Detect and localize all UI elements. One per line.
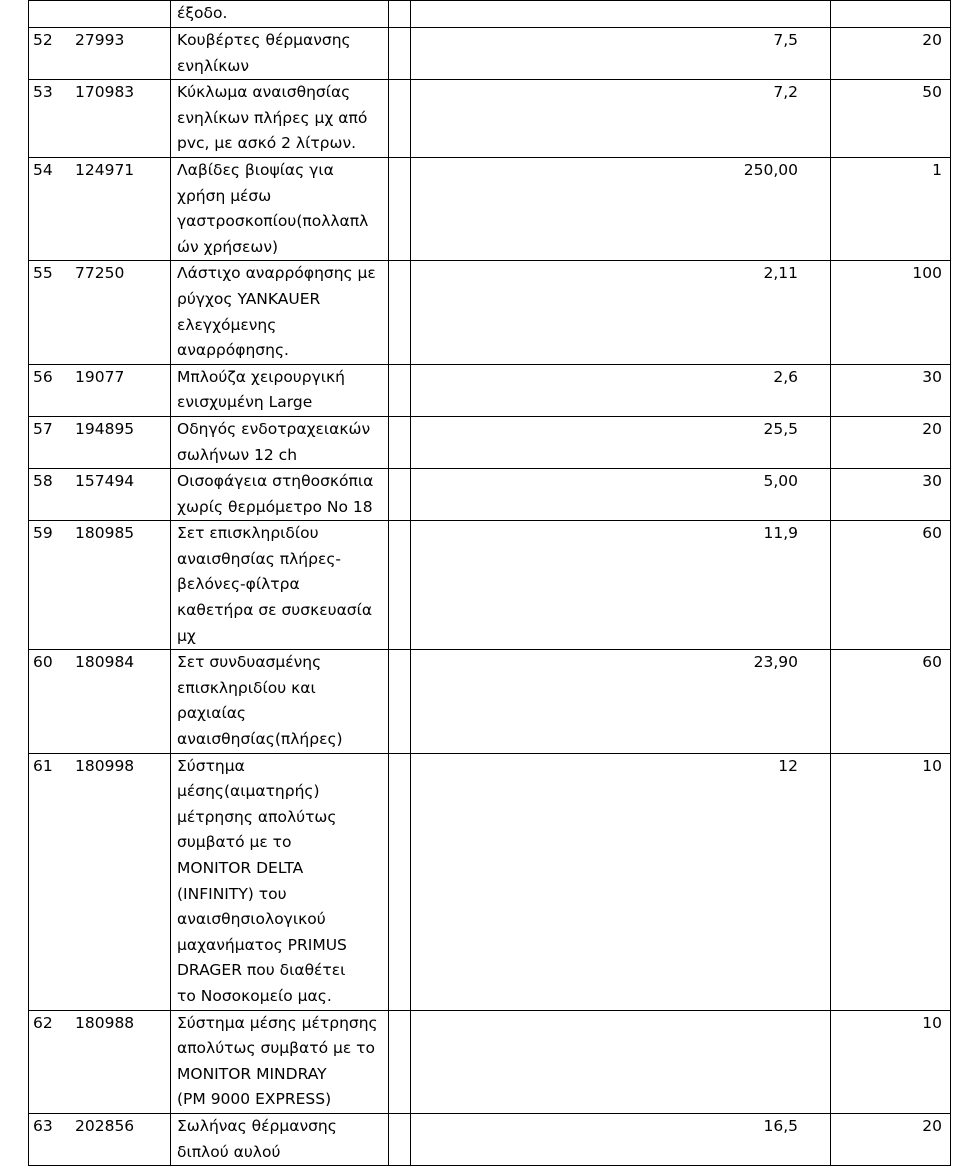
description-line: Κουβέρτες θέρμανσης [177, 31, 351, 49]
price-cell: 25,5 [411, 416, 831, 468]
description-line: ενηλίκων [177, 56, 250, 75]
description-line: ραχιαίας [177, 704, 247, 723]
item-code: 180998 [75, 756, 135, 775]
price-cell: 7,2 [411, 80, 831, 158]
description-line: ελεγχόμενης [177, 315, 277, 334]
quantity-cell: 60 [831, 521, 951, 650]
description-cell [171, 521, 389, 650]
price-cell: 2,6 [411, 364, 831, 416]
description-cell [171, 1113, 389, 1165]
row-number: 54 [33, 160, 53, 179]
table-row [29, 1, 951, 28]
description-line: απολύτως συμβατό με το [177, 1039, 375, 1058]
row-number: 55 [33, 264, 53, 283]
description-line: Οισοφάγεια στηθοσκόπια [177, 472, 374, 491]
row-id [29, 1114, 170, 1140]
quantity-cell: 10 [831, 753, 951, 1010]
item-code: 180984 [75, 653, 135, 672]
description-cell [171, 416, 389, 468]
empty-cell [389, 364, 411, 416]
item-code: 157494 [75, 472, 135, 491]
empty-cell [389, 416, 411, 468]
row-id [29, 417, 170, 443]
item-code: 202856 [75, 1116, 135, 1135]
price-cell [411, 1010, 831, 1113]
row-id [29, 158, 170, 184]
price-cell: 2,11 [411, 261, 831, 364]
id-cell [29, 650, 171, 753]
description-line: Μπλούζα χειρουργική [177, 367, 345, 386]
quantity-cell: 20 [831, 416, 951, 468]
description-cell [171, 753, 389, 1010]
description-line: αναισθησίας(πλήρες) [177, 730, 343, 749]
id-cell [29, 364, 171, 416]
row-number: 58 [33, 472, 53, 491]
quantity-cell: 30 [831, 364, 951, 416]
row-id [29, 80, 170, 106]
table-row [29, 28, 951, 80]
quantity-cell: 60 [831, 650, 951, 753]
id-cell [29, 1010, 171, 1113]
row-number: 61 [33, 756, 53, 775]
row-number: 63 [33, 1116, 53, 1135]
description-line: βελόνες-φίλτρα [177, 575, 300, 594]
description-cell [171, 1, 389, 28]
empty-cell [389, 650, 411, 753]
row-number: 52 [33, 31, 53, 49]
row-id [29, 28, 170, 54]
table-row [29, 1113, 951, 1165]
quantity-cell: 30 [831, 469, 951, 521]
description-line: χρήση μέσω [177, 186, 272, 205]
quantity-cell: 10 [831, 1010, 951, 1113]
description-line: Σύστημα [177, 756, 245, 775]
row-id [29, 754, 170, 780]
description-line: Οδηγός ενδοτραχειακών [177, 419, 371, 438]
row-number: 53 [33, 83, 53, 102]
description-cell [171, 80, 389, 158]
table-row [29, 521, 951, 650]
table-row [29, 80, 951, 158]
id-cell [29, 1, 171, 28]
price-cell: 5,00 [411, 469, 831, 521]
description-cell [171, 28, 389, 80]
price-cell: 250,00 [411, 157, 831, 260]
description-line: Σύστημα μέσης μέτρησης [177, 1013, 378, 1032]
description-line: το Νοσοκομείο μας. [177, 986, 332, 1005]
table-row [29, 261, 951, 364]
table-row [29, 753, 951, 1010]
id-cell [29, 80, 171, 158]
row-number: 62 [33, 1013, 53, 1032]
id-cell [29, 1113, 171, 1165]
description-line: σωλήνων 12 ch [177, 445, 298, 464]
description-line: MONITOR DELTA [177, 859, 304, 877]
continued-text: έξοδο. [177, 4, 228, 22]
empty-cell [389, 80, 411, 158]
item-code: 19077 [75, 367, 125, 386]
quantity-cell [831, 1, 951, 28]
description-line: επισκληριδίου και [177, 678, 316, 697]
description-line: μαχανήματος PRIMUS [177, 935, 347, 954]
row-id [29, 261, 170, 287]
table-row [29, 416, 951, 468]
description-cell [171, 364, 389, 416]
price-cell: 12 [411, 753, 831, 1010]
row-id [29, 1011, 170, 1037]
description-line: ενισχυμένη Large [177, 393, 313, 412]
id-cell [29, 469, 171, 521]
description-line: αναισθησίας πλήρες- [177, 549, 342, 568]
description-line: MONITOR MINDRAY [177, 1064, 327, 1083]
description-line: Σωλήνας θέρμανσης [177, 1116, 337, 1135]
table-row [29, 1010, 951, 1113]
description-line: καθετήρα σε συσκευασία [177, 601, 373, 620]
quantity-cell: 20 [831, 1113, 951, 1165]
id-cell [29, 28, 171, 80]
description-line: αναισθησιολογικού [177, 910, 326, 929]
items-table [28, 0, 951, 1166]
quantity-cell: 50 [831, 80, 951, 158]
id-cell [29, 261, 171, 364]
description-line: διπλού αυλού [177, 1142, 281, 1161]
empty-cell [389, 753, 411, 1010]
item-code: 77250 [75, 264, 125, 283]
description-cell [171, 1010, 389, 1113]
row-id [29, 521, 170, 547]
quantity-cell: 100 [831, 261, 951, 364]
description-line: χωρίς θερμόμετρο No 18 [177, 497, 373, 516]
description-line: αναρρόφησης. [177, 341, 289, 360]
empty-cell [389, 1, 411, 28]
row-id [29, 365, 170, 391]
price-cell: 16,5 [411, 1113, 831, 1165]
empty-cell [389, 28, 411, 80]
description-line: Σετ επισκληριδίου [177, 524, 319, 543]
description-line: μέσης(αιματηρής) [177, 782, 320, 801]
description-line: συμβατό με το [177, 833, 292, 852]
description-line: Σετ συνδυασμένης [177, 653, 322, 672]
item-code: 124971 [75, 160, 135, 179]
description-cell [171, 157, 389, 260]
description-line: pvc, με ασκό 2 λίτρων. [177, 134, 357, 153]
description-line: (PM 9000 EXPRESS) [177, 1090, 332, 1109]
quantity-cell: 20 [831, 28, 951, 80]
item-code: 180985 [75, 524, 135, 543]
description-line: (INFINITY) του [177, 884, 287, 903]
row-number: 56 [33, 367, 53, 386]
description-line: γαστροσκοπίου(πολλαπλ [177, 212, 369, 231]
table-row [29, 157, 951, 260]
price-cell: 11,9 [411, 521, 831, 650]
row-number: 59 [33, 524, 53, 543]
description-line: ενηλίκων πλήρες μχ από [177, 108, 368, 127]
description-line: DRAGER που διαθέτει [177, 961, 346, 980]
row-number: 60 [33, 653, 53, 672]
price-cell: 7,5 [411, 28, 831, 80]
description-line: Λαβίδες βιοψίας για [177, 160, 334, 179]
empty-cell [389, 469, 411, 521]
description-line: Κύκλωμα αναισθησίας [177, 83, 351, 102]
description-cell [171, 261, 389, 364]
empty-cell [389, 521, 411, 650]
description-line: μχ [177, 626, 196, 645]
id-cell [29, 157, 171, 260]
price-cell [411, 1, 831, 28]
table-row [29, 469, 951, 521]
description-cell [171, 650, 389, 753]
item-code: 170983 [75, 83, 135, 102]
table-row [29, 650, 951, 753]
empty-cell [389, 261, 411, 364]
item-code: 180988 [75, 1013, 135, 1032]
item-code: 27993 [75, 31, 125, 49]
row-id [29, 469, 170, 495]
price-cell: 23,90 [411, 650, 831, 753]
description-line: ών χρήσεων) [177, 237, 279, 256]
id-cell [29, 521, 171, 650]
description-cell [171, 469, 389, 521]
row-id [29, 650, 170, 676]
empty-cell [389, 1010, 411, 1113]
row-number: 57 [33, 419, 53, 438]
item-code: 194895 [75, 419, 135, 438]
id-cell [29, 416, 171, 468]
empty-cell [389, 1113, 411, 1165]
description-line: ρύγχος YANKAUER [177, 289, 321, 308]
description-line: Λάστιχο αναρρόφησης με [177, 264, 376, 283]
table-row [29, 364, 951, 416]
id-cell [29, 753, 171, 1010]
empty-cell [389, 157, 411, 260]
description-line: μέτρησης απολύτως [177, 807, 337, 826]
quantity-cell: 1 [831, 157, 951, 260]
